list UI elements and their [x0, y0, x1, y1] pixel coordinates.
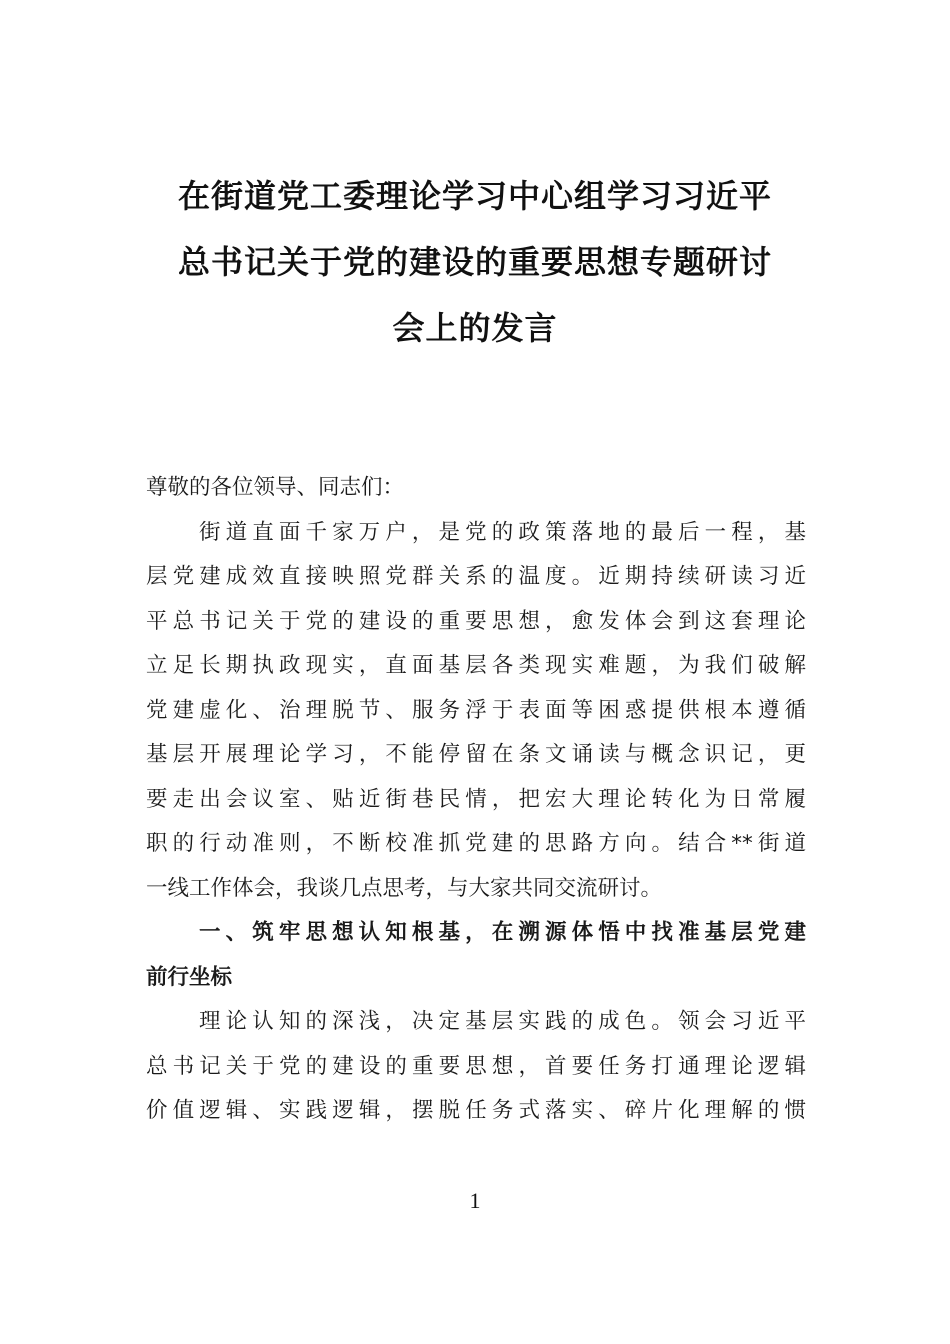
paragraph-line: 层党建成效直接映照党群关系的温度。近期持续研读习近 — [146, 564, 806, 589]
title-line: 在街道党工委理论学习中心组学习习近平 — [177, 177, 772, 215]
paragraph-line: 立足长期执政现实，直面基层各类现实难题，为我们破解 — [146, 653, 806, 678]
paragraph-line: 价值逻辑、实践逻辑，摆脱任务式落实、碎片化理解的惯 — [146, 1098, 806, 1123]
salutation: 尊敬的各位领导、同志们： — [146, 475, 405, 500]
paragraph-line: 平总书记关于党的建设的重要思想，愈发体会到这套理论 — [146, 608, 806, 634]
document-body — [146, 466, 806, 1134]
title-line: 总书记关于党的建设的重要思想专题研讨 — [177, 243, 772, 281]
paragraph-line: 党建虚化、治理脱节、服务浮于表面等困惑提供根本遵循 — [146, 697, 806, 723]
title-line: 会上的发言 — [392, 309, 558, 347]
paragraph-line: 理论认知的深浅，决定基层实践的成色。领会习近平 — [199, 1009, 806, 1034]
paragraph-line: 一线工作体会，我谈几点思考，与大家共同交流研讨。 — [146, 875, 663, 901]
paragraph-line: 总书记关于党的建设的重要思想，首要任务打通理论逻辑 — [146, 1053, 806, 1079]
page-number: 1 — [469, 1188, 481, 1213]
paragraph-line: 街道直面千家万户，是党的政策落地的最后一程，基 — [199, 519, 806, 545]
paragraph-line: 职的行动准则，不断校准抓党建的思路方向。结合**街道 — [146, 831, 806, 856]
paragraph-line: 要走出会议室、贴近街巷民情，把宏大理论转化为日常履 — [146, 786, 806, 812]
document-title — [140, 163, 810, 361]
section-heading: 前行坐标 — [146, 964, 233, 990]
paragraph-line: 基层开展理论学习，不能停留在条文诵读与概念识记，更 — [146, 742, 806, 767]
section-heading: 一、筑牢思想认知根基，在溯源体悟中找准基层党建 — [199, 920, 806, 945]
